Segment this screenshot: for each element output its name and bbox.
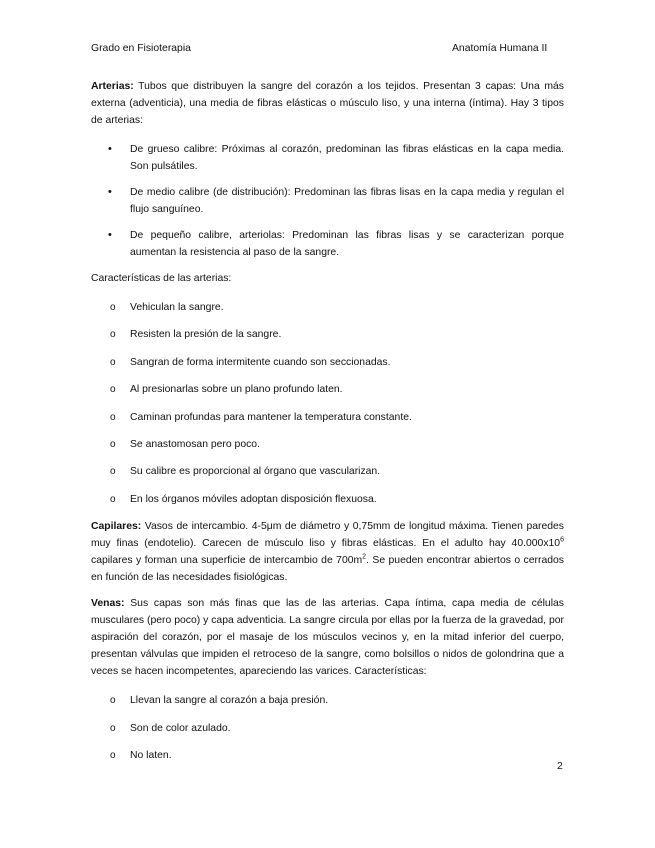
capilares-text-3: . Se pueden encontrar abiertos o cerrados en función de las necesidades fisiológicas. [91, 555, 564, 584]
circle-marker: o [110, 438, 116, 450]
circle-marker: o [110, 695, 116, 707]
arterias-text: Tubos que distribuyen la sangre del corazón a los tejidos. Presentan 3 capas: Una más externa (adventicia), una media de fibras elásticas o músculo liso, y una interna (íntima). Hay 3 tipos de arterias: [91, 81, 564, 126]
list-item [91, 720, 564, 737]
feature-text: Sangran de forma intermitente cuando son seccionadas. [130, 356, 391, 368]
capilares-exponent-1: 6 [560, 536, 564, 544]
list-item [91, 299, 564, 316]
arterias-term: Arterias: [91, 81, 134, 92]
circle-marker: o [110, 722, 116, 734]
list-item [91, 436, 564, 453]
list-item [91, 692, 564, 709]
bullet-marker: • [108, 143, 112, 155]
arterias-paragraph [91, 78, 564, 129]
capilares-exponent-2: 2 [362, 553, 367, 561]
circle-marker: o [110, 466, 116, 478]
header-course: Grado en Fisioterapia [91, 43, 191, 54]
circle-marker: o [110, 411, 116, 423]
feature-text: No laten. [130, 749, 172, 761]
capilares-text-2: capilares y forman una superficie de intercambio de 700m [91, 555, 363, 567]
arterias-features-title: Características de las arterias: [91, 273, 232, 284]
list-item [91, 747, 564, 764]
capilares-term: Capilares: [91, 521, 142, 533]
page-number: 2 [557, 761, 563, 772]
circle-marker: o [110, 356, 116, 368]
list-item [91, 184, 564, 218]
venas-paragraph [91, 595, 564, 680]
feature-text: Resisten la presión de la sangre. [130, 329, 282, 341]
circle-marker: o [110, 493, 116, 505]
document-body [91, 78, 564, 774]
list-item [91, 463, 564, 480]
feature-text: Se anastomosan pero poco. [130, 438, 260, 450]
venas-term: Venas: [91, 598, 125, 610]
list-item [91, 491, 564, 508]
list-item [91, 227, 564, 261]
feature-text: Llevan la sangre al corazón a baja presión. [130, 695, 329, 707]
venas-text: Sus capas son más finas que las de las arterias. Capa íntima, capa media de células musculares (pero poco) y capa adventicia. La sangre circula por ellas por la fuerza de la gravedad, por aspiración del corazón, por el masaje de los músculos vecinos y, en la mitad inferior del cuerpo, presentan válvulas que impiden el retroceso de la sangre, como bolsillos o nidos de golondrina que a veces se hacen incompetentes, apareciendo las varices. Características: [91, 598, 564, 678]
header-subject: Anatomía Humana II [452, 43, 548, 54]
vein-features-list [91, 692, 564, 764]
circle-marker: o [110, 302, 116, 313]
capilares-text-1: Vasos de intercambio. 4-5μm de diámetro y 0,75mm de longitud máxima. Tienen paredes muy finas (endotelio). Carecen de músculo liso y fibras elásticas. En el adulto hay 40.000x10 [91, 521, 564, 550]
artery-type-text: De grueso calibre: Próximas al corazón, predominan las fibras elásticas en la capa media. Son pulsátiles. [130, 144, 564, 172]
bullet-marker: • [108, 229, 112, 241]
circle-marker: o [110, 384, 116, 396]
artery-types-list [91, 141, 564, 261]
feature-text: Caminan profundas para mantener la temperatura constante. [130, 411, 412, 423]
circle-marker: o [110, 329, 116, 341]
list-item [91, 409, 564, 426]
artery-type-text: De medio calibre (de distribución): Predominan las fibras lisas en la capa media y regulan el flujo sanguíneo. [130, 187, 564, 215]
list-item [91, 354, 564, 371]
bullet-marker: • [108, 186, 112, 198]
feature-text: Al presionarlas sobre un plano profundo laten. [130, 384, 343, 396]
feature-text: En los órganos móviles adoptan disposición flexuosa. [130, 493, 377, 505]
artery-features-list [91, 299, 564, 508]
circle-marker: o [110, 749, 116, 761]
feature-text: Vehiculan la sangre. [130, 302, 224, 313]
capilares-paragraph [91, 518, 564, 586]
feature-text: Son de color azulado. [130, 722, 231, 734]
list-item [91, 381, 564, 398]
list-item [91, 141, 564, 175]
list-item [91, 326, 564, 343]
artery-type-text: De pequeño calibre, arteriolas: Predominan las fibras lisas y se caracterizan porque aumentan la resistencia al paso de la sangre. [130, 230, 564, 258]
feature-text: Su calibre es proporcional al órgano que vascularizan. [130, 466, 381, 478]
